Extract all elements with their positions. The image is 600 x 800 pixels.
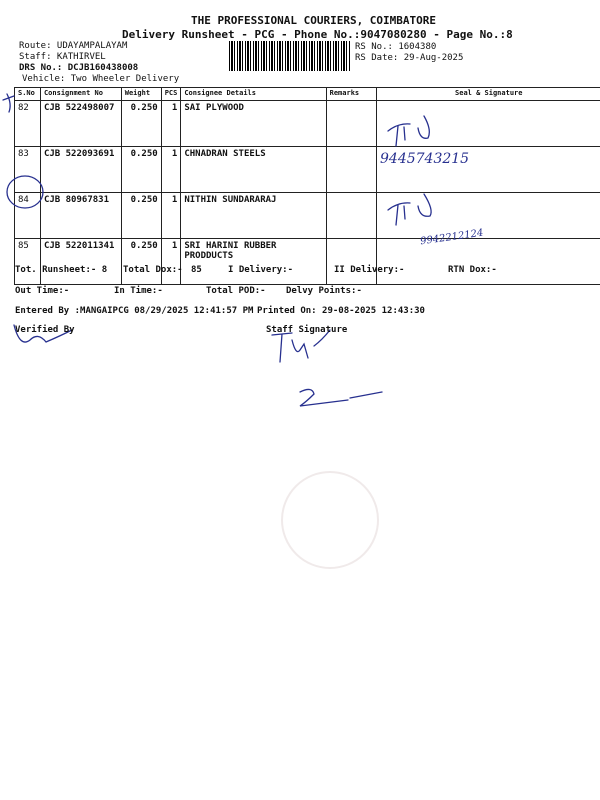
tot-runsheet: Tot. Runsheet:- 8	[15, 265, 108, 275]
row-circle-mark	[7, 176, 43, 208]
cell-consignee: SRI HARINI RUBBER PRODDUCTS	[181, 239, 326, 285]
cell-consignment: CJB 80967831	[40, 193, 121, 239]
company-name: THE PROFESSIONAL COURIERS, COIMBATORE	[191, 14, 437, 27]
col-sno: S.No	[15, 88, 41, 101]
cell-weight: 0.250	[121, 101, 161, 147]
cell-pcs: 1	[161, 239, 181, 285]
cell-sno: 83	[15, 147, 41, 193]
route-label: Route: UDAYAMPALAYAM	[19, 41, 128, 51]
cell-weight: 0.250	[121, 239, 161, 285]
cell-weight: 0.250	[121, 147, 161, 193]
out-time: Out Time:-	[15, 286, 70, 296]
col-consignee: Consignee Details	[181, 88, 326, 101]
signature-phone: 9445743215	[380, 151, 470, 167]
cell-consignee: SAI PLYWOOD	[181, 101, 326, 147]
delvy-points: Delvy Points:-	[286, 286, 362, 296]
staff-signature: Staff Signature	[266, 325, 348, 335]
cell-sno: 82	[15, 101, 41, 147]
col-signature: Seal & Signature	[376, 88, 600, 101]
faded-stamp	[282, 472, 378, 568]
cell-pcs: 1	[161, 101, 181, 147]
col-consignment: Consignment No	[40, 88, 121, 101]
entered-by: Entered By :MANGAIPCG 08/29/2025 12:41:57 PM	[15, 306, 254, 316]
col-remarks: Remarks	[326, 88, 376, 101]
signature-mark	[388, 194, 431, 225]
cell-pcs: 1	[161, 147, 181, 193]
in-time: In Time:-	[114, 286, 163, 296]
runsheet-subtitle: Delivery Runsheet - PCG - Phone No.:9047080280 - Page No.:8	[122, 28, 513, 41]
total-pod: Total POD:-	[206, 286, 266, 296]
rs-number: RS No.: 1604380	[355, 42, 437, 52]
verified-by: Verified By	[15, 325, 75, 335]
cell-consignee: NITHIN SUNDARARAJ	[181, 193, 326, 239]
page-number-mark	[300, 389, 382, 406]
col-weight: Weight	[121, 88, 161, 101]
signature-phone: 9942212124	[419, 227, 485, 248]
ii-delivery: II Delivery:-	[334, 265, 405, 275]
cell-consignment: CJB 522011341	[40, 239, 121, 285]
tick-mark	[3, 94, 14, 112]
vehicle-label: Vehicle: Two Wheeler Delivery	[22, 74, 180, 84]
staff-label: Staff: KATHIRVEL	[19, 52, 106, 62]
rs-date: RS Date: 29-Aug-2025	[355, 53, 464, 63]
printed-on: Printed On: 29-08-2025 12:43:30	[257, 306, 425, 316]
drs-number: DRS No.: DCJB160438008	[19, 63, 139, 73]
cell-sno: 85	[15, 239, 41, 285]
cell-sno: 84	[15, 193, 41, 239]
cell-weight: 0.250	[121, 193, 161, 239]
cell-consignee: CHNADRAN STEELS	[181, 147, 326, 193]
i-delivery: I Delivery:-	[228, 265, 294, 275]
total-dox-label: Total Dox:-	[123, 265, 183, 275]
signature-mark	[388, 116, 429, 146]
cell-consignment: CJB 522093691	[40, 147, 121, 193]
cell-consignment: CJB 522498007	[40, 101, 121, 147]
col-pcs: PCS	[161, 88, 181, 101]
cell-pcs: 1	[161, 193, 181, 239]
total-dox-value: 85	[191, 265, 202, 275]
rtn-dox: RTN Dox:-	[448, 265, 497, 275]
